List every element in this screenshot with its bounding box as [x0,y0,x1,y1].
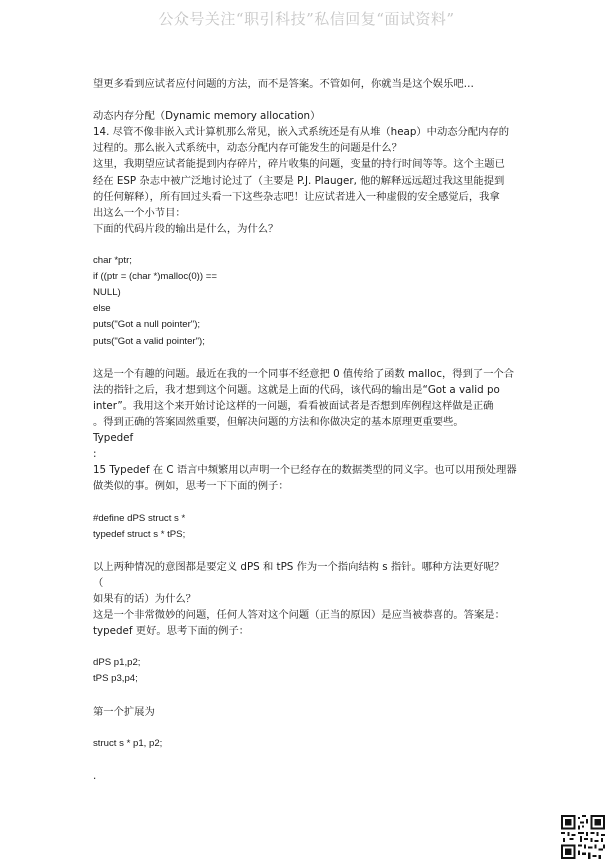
text-line: typedef 更好。思考下面的例子： [93,625,250,638]
section-heading: 动态内存分配（Dynamic memory allocation） [93,110,321,123]
question-line: 做类似的事。例如，思考一下下面的例子： [93,480,289,493]
code-line: tPS p3,p4; [93,673,138,685]
code-line: char *ptr; [93,255,132,267]
code-line: puts("Got a null pointer"); [93,319,201,331]
text-line: 法的指针之后，我才想到这个问题。这就是上面的代码，该代码的输出是“Got a valid po [93,383,500,396]
text-line: 这是一个有趣的问题。最近在我的一个同事不经意把 0 值传给了函数 malloc，得到了一个合 [93,367,515,380]
code-line: dPS p1,p2; [93,657,141,669]
text-line: : [93,448,97,461]
code-line: puts("Got a valid pointer"); [93,335,205,347]
text-line: 这里，我期望应试者能提到内存碎片，碎片收集的问题，变量的持行时间等等。这个主题已 [93,158,505,171]
text-line: . [93,770,97,783]
text-line: Typedef [93,432,134,445]
code-line: if ((ptr = (char *)malloc(0)) == [93,271,217,283]
text-line: 以上两种情况的意图都是要定义 dPS 和 tPS 作为一个指向结构 s 指针。哪种方法更好呢？ [93,560,505,573]
text-line: inter”。我用这个来开始讨论这样的一问题，看看被面试者是否想到库例程这样做是正确 [93,399,494,412]
text-line: 的任何解释），所有回过头看一下这些杂志吧！让应试者进入一种虚假的安全感觉后，我拿 [93,190,500,203]
text-line: 下面的代码片段的输出是什么，为什么？ [93,222,279,235]
watermark-header: 公众号关注“职引科技”私信回复“面试资料” [158,10,455,28]
question-line: 15 Typedef 在 C 语言中频繁用以声明一个已经存在的数据类型的同义字。也可以用预处理器 [93,464,517,477]
text-line: 如果有的话）为什么？ [93,593,196,605]
code-line: NULL) [93,287,121,299]
qr-code-icon [561,815,605,859]
question-line: 14. 尽管不像非嵌入式计算机那么常见，嵌入式系统还是有从堆（heap）中动态分配内存的 [93,126,510,139]
code-line: struct s * p1, p2; [93,737,163,749]
document-body [93,76,525,784]
text-line: 望更多看到应试者应付问题的方法，而不是答案。不管如何，你就当是这个娱乐吧… [93,78,474,90]
text-line: 第一个扩展为 [93,705,155,718]
text-line: 这是一个非常微妙的问题，任何人答对这个问题（正当的原因）是应当被恭喜的。答案是： [93,609,505,622]
code-line: typedef struct s * tPS; [93,528,186,540]
text-line: 。得到正确的答案固然重要，但解决问题的方法和你做决定的基本原理更重要些。 [93,415,464,428]
text-line: （ [93,576,104,589]
code-line: #define dPS struct s * [93,512,186,524]
question-line: 过程的。那么嵌入式系统中，动态分配内存可能发生的问题是什么？ [93,142,402,155]
text-line: 出这么一个小节目： [93,206,186,219]
code-line: else [93,303,111,315]
text-line: 经在 ESP 杂志中被广泛地讨论过了（主要是 P.J. Plauger, 他的解释远远超过我这里能提到 [93,174,505,187]
